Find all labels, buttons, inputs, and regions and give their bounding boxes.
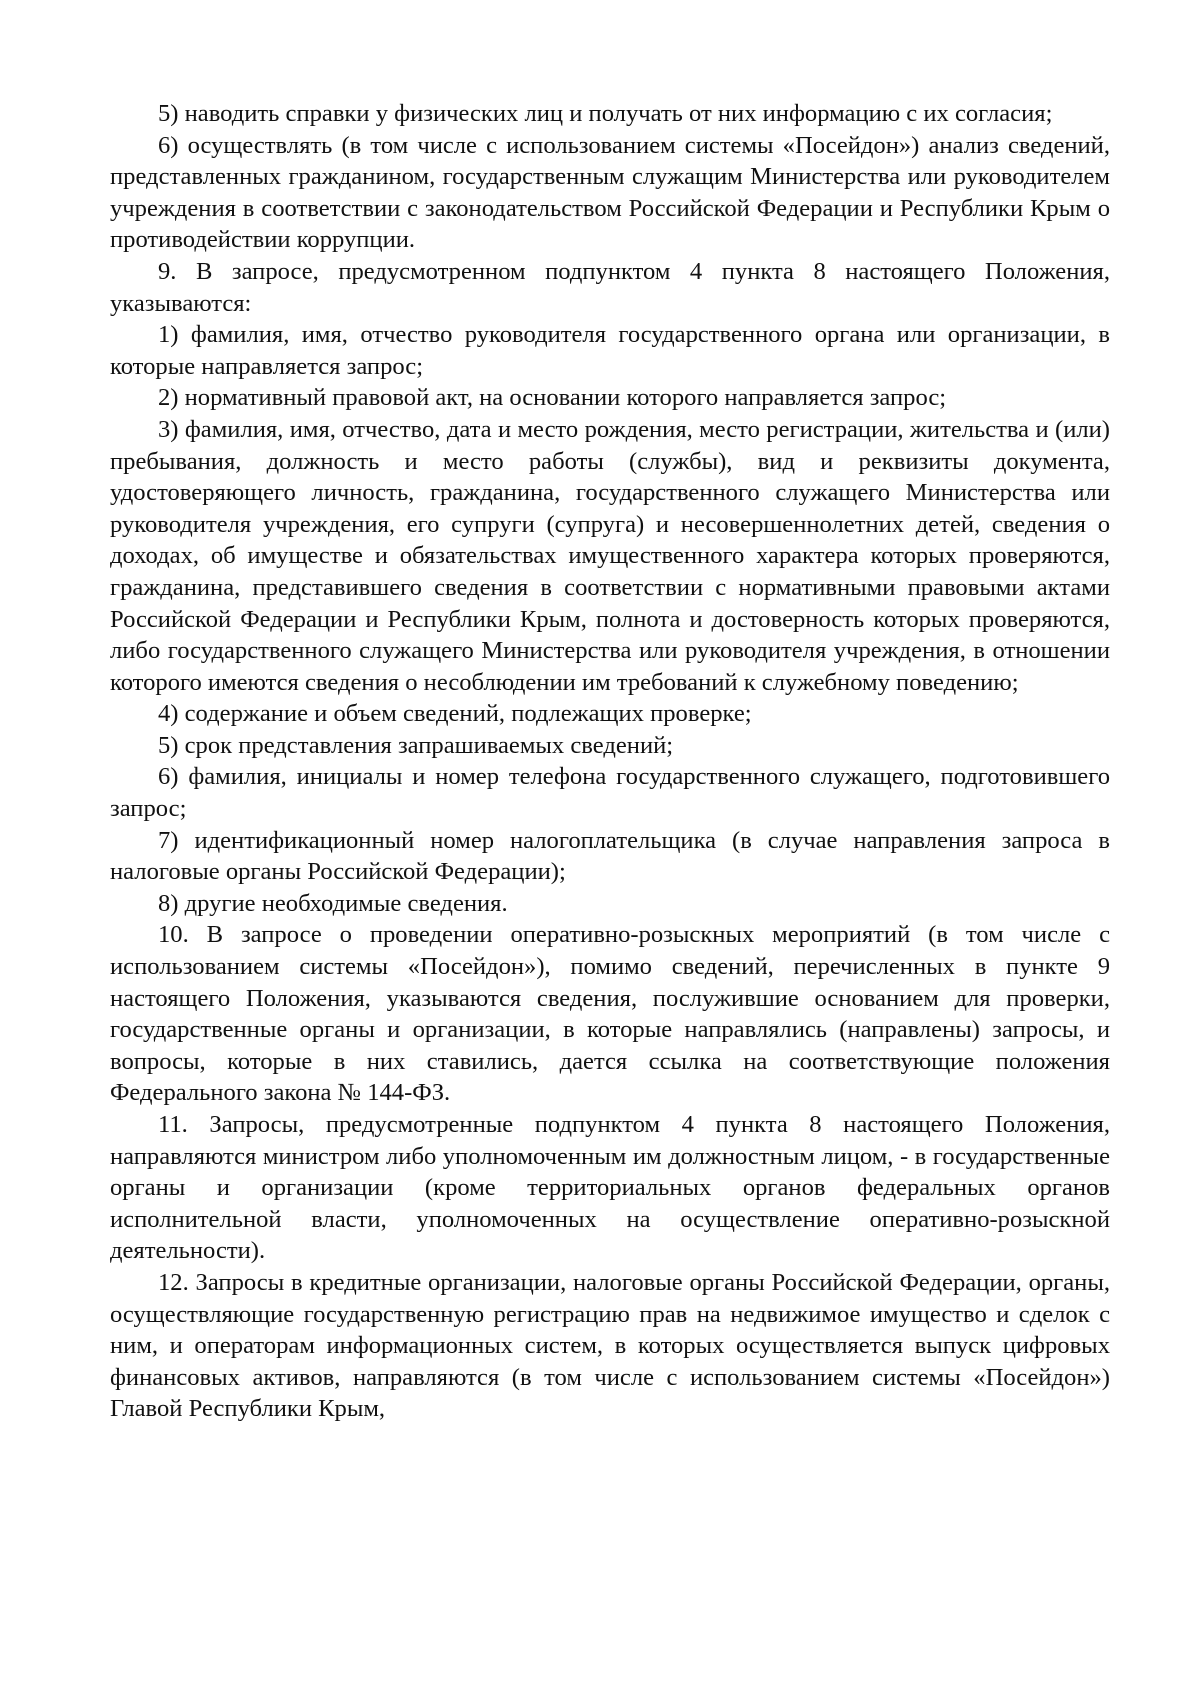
paragraph-clause-10: 10. В запросе о проведении оперативно-розыскных мероприятий (в том числе с использованием системы «Посейдон»), помимо сведений, перечисленных в пункте 9 настоящего Положения, указываются сведения, послужившие основанием для проверки, государственные органы и организации, в которые направлялись (направлены) запросы, и вопросы, которые в них ставились, дается ссылка на соответствующие положения Федерального закона № 144-ФЗ. bbox=[110, 921, 1110, 1107]
paragraph-clause-11: 11. Запросы, предусмотренные подпунктом 4 пункта 8 настоящего Положения, направляются министром либо уполномоченным им должностным лицом, - в государственные органы и организации (кроме территориальных органов федеральных органов исполнительной власти, уполномоченных на осуществление оперативно-розыскной деятельности). bbox=[110, 1111, 1110, 1265]
paragraph-clause-12: 12. Запросы в кредитные организации, налоговые органы Российской Федерации, органы, осуществляющие государственную регистрацию прав на недвижимое имущество и сделок с ним, и операторам информационных систем, в которых осуществляется выпуск цифровых финансовых активов, направляются (в том числе с использованием системы «Посейдон») Главой Республики Крым, bbox=[110, 1268, 1110, 1423]
paragraph-clause-9-item-6: 6) фамилия, инициалы и номер телефона государственного служащего, подготовившего запрос; bbox=[110, 763, 1110, 823]
paragraph-clause-9-item-3: 3) фамилия, имя, отчество, дата и место рождения, место регистрации, жительства и (или) пребывания, должность и место работы (службы), вид и реквизиты документа, удостоверяющего личность, гражданина, государственного служащего Министерства или руководителя учреждения, его супруги (супруга) и несовершеннолетних детей, сведения о доходах, об имуществе и обязательствах имущественного характера которых проверяются, гражданина, представившего сведения в соответствии с нормативными правовыми актами Российской Федерации и Республики Крым, полнота и достоверность которых проверяются, либо государственного служащего Министерства или руководителя учреждения, в отношении которого имеются сведения о несоблюдении им требований к служебному поведению; bbox=[110, 415, 1110, 696]
paragraph-item-6-analysis: 6) осуществлять (в том числе с использованием системы «Посейдон») анализ сведений, представленных гражданином, государственным служащим Министерства или руководителем учреждения в соответствии с законодательством Российской Федерации и Республики Крым о противодействии коррупции. bbox=[110, 131, 1110, 254]
document-body bbox=[110, 98, 1110, 1425]
paragraph-clause-9-item-7: 7) идентификационный номер налогоплательщика (в случае направления запроса в налоговые органы Российской Федерации); bbox=[110, 826, 1110, 886]
paragraph-clause-9-item-5: 5) срок представления запрашиваемых сведений; bbox=[158, 731, 674, 759]
paragraph-clause-9-item-2: 2) нормативный правовой акт, на основании которого направляется запрос; bbox=[158, 384, 947, 412]
paragraph-clause-9: 9. В запросе, предусмотренном подпунктом 4 пункта 8 настоящего Положения, указываются: bbox=[110, 257, 1110, 317]
paragraph-clause-9-item-8: 8) другие необходимые сведения. bbox=[158, 889, 508, 917]
paragraph-clause-9-item-1: 1) фамилия, имя, отчество руководителя государственного органа или организации, в которые направляется запрос; bbox=[110, 321, 1110, 380]
paragraph-item-5-inquiries: 5) наводить справки у физических лиц и получать от них информацию с их согласия; bbox=[158, 100, 1053, 127]
paragraph-clause-9-item-4: 4) содержание и объем сведений, подлежащих проверке; bbox=[158, 700, 752, 728]
